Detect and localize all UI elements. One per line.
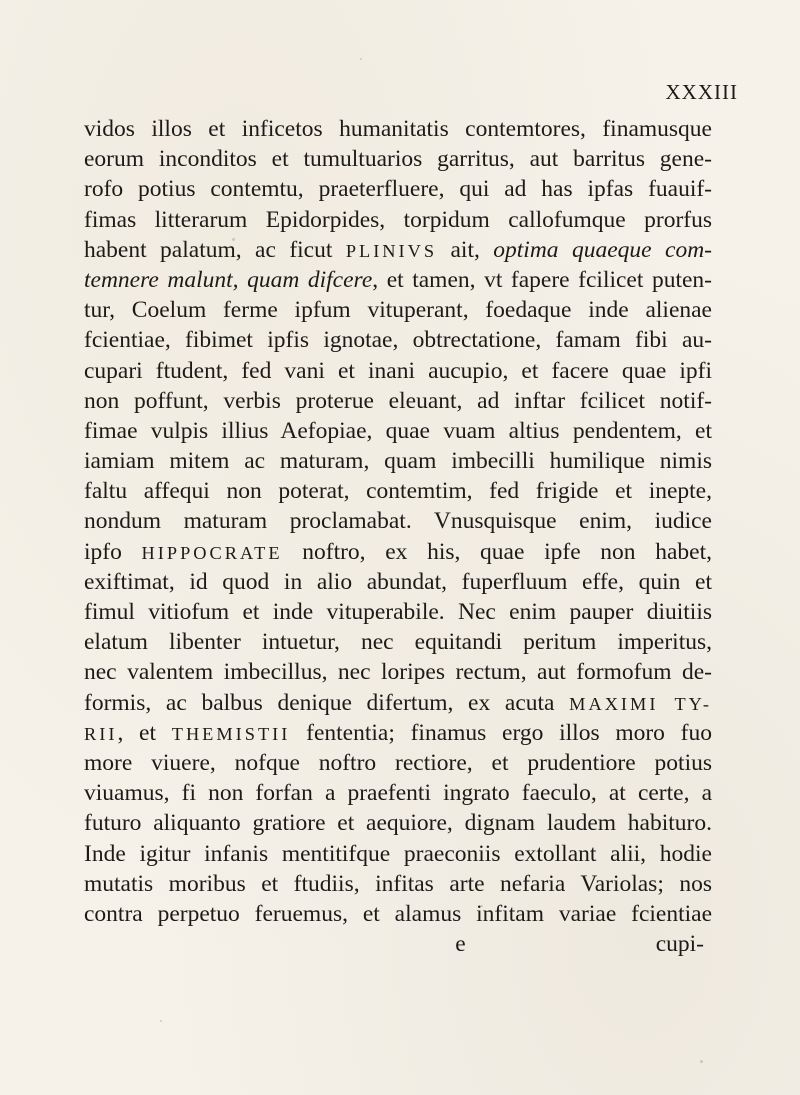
text-line	[84, 235, 712, 265]
text-run: formis, ac balbus denique difertum, ex acuta	[84, 689, 570, 716]
author-name-maximi-tyrii: MAXIMI TY-	[569, 693, 712, 714]
paper-speck	[480, 905, 483, 907]
text-run: ait,	[437, 236, 494, 263]
text-line	[84, 688, 712, 718]
author-name-themistii: THEMISTII	[171, 723, 291, 744]
text-line: fimul vitiofum et inde vituperabile. Nec enim pauper diuitiis	[84, 599, 712, 625]
text-line: cupari ftudent, fed vani et inani aucupio, et facere quae ipfi	[84, 357, 712, 384]
text-line: futuro aliquanto gratiore et aequiore, dignam laudem habituro.	[84, 810, 712, 837]
text-line: Inde igitur infanis mentitifque praeconiis extollant alii, hodie	[84, 840, 712, 867]
text-line: eorum inconditos et tumultuarios garritus, aut barritus gene-	[84, 146, 712, 173]
text-line: vidos illos et inficetos humanitatis contemtores, finamusque	[84, 116, 712, 142]
text-line: iamiam mitem ac maturam, quam imbecilli humilique nimis	[84, 448, 712, 475]
paper-speck	[360, 58, 362, 60]
text-line	[84, 265, 712, 295]
paper-speck	[700, 1060, 703, 1063]
body-text	[84, 114, 712, 959]
text-line: rofo potius contemtu, praeterfluere, qui ad has ipfas fuauif-	[84, 176, 712, 203]
text-line: nec valentem imbecillus, nec loripes rectum, aut formofum de-	[84, 659, 712, 686]
author-name-maximi-tyrii: RII	[84, 723, 118, 744]
text-line: faltu affequi non poterat, contemtim, fed frigide et inepte,	[84, 478, 712, 505]
quotation: temnere malunt, quam difcere	[84, 266, 373, 293]
paper-speck	[612, 420, 614, 422]
text-line: fimae vulpis illius Aefopiae, quae vuam altius pendentem, et	[84, 417, 712, 444]
catchword: cupi-	[655, 931, 704, 958]
text-line	[84, 537, 712, 567]
signature-mark: e	[455, 931, 466, 958]
text-line	[84, 718, 712, 748]
text-line: elatum libenter intuetur, nec equitandi peritum imperitus,	[84, 629, 712, 656]
text-line: mutatis moribus et ftudiis, infitas arte nefaria Variolas; nos	[84, 870, 712, 897]
text-run: , et tamen, vt fapere fcilicet puten-	[372, 266, 712, 293]
text-line: viuamus, fi non forfan a praefenti ingrato faeculo, at certe, a	[84, 780, 712, 807]
paper-speck	[160, 1020, 162, 1022]
text-line: exiftimat, id quod in alio abundat, fuperfluum effe, quin et	[84, 568, 712, 595]
text-run: fententia; finamus ergo illos moro fuo	[290, 719, 712, 746]
page-number: XXXIII	[665, 80, 738, 104]
text-line: fcientiae, fibimet ipfis ignotae, obtrectatione, famam fibi au-	[84, 327, 712, 354]
text-run: ipfo	[84, 538, 142, 565]
text-line: fimas litterarum Epidorpides, torpidum callofumque prorfus	[84, 206, 712, 233]
text-run: habent palatum, ac ficut	[84, 236, 346, 263]
author-name-hippocrate: HIPPOCRATE	[141, 542, 283, 563]
footer-line	[84, 929, 712, 959]
author-name-plinius: PLINIVS	[345, 240, 438, 261]
text-line: contra perpetuo feruemus, et alamus infitam variae fcientiae	[84, 900, 712, 927]
text-line: tur, Coelum ferme ipfum vituperant, foedaque inde alienae	[84, 297, 712, 324]
text-line: nondum maturam proclamabat. Vnusquisque enim, iudice	[84, 508, 712, 535]
quotation: optima quaeque com-	[493, 236, 712, 263]
text-line: non poffunt, verbis proterue eleuant, ad inftar fcilicet notif-	[84, 387, 712, 414]
paper-speck	[232, 238, 235, 241]
text-line: more viuere, nofque noftro rectiore, et prudentiore potius	[84, 749, 712, 776]
text-run: , et	[117, 719, 172, 746]
text-run: noftro, ex his, quae ipfe non habet,	[282, 538, 712, 565]
